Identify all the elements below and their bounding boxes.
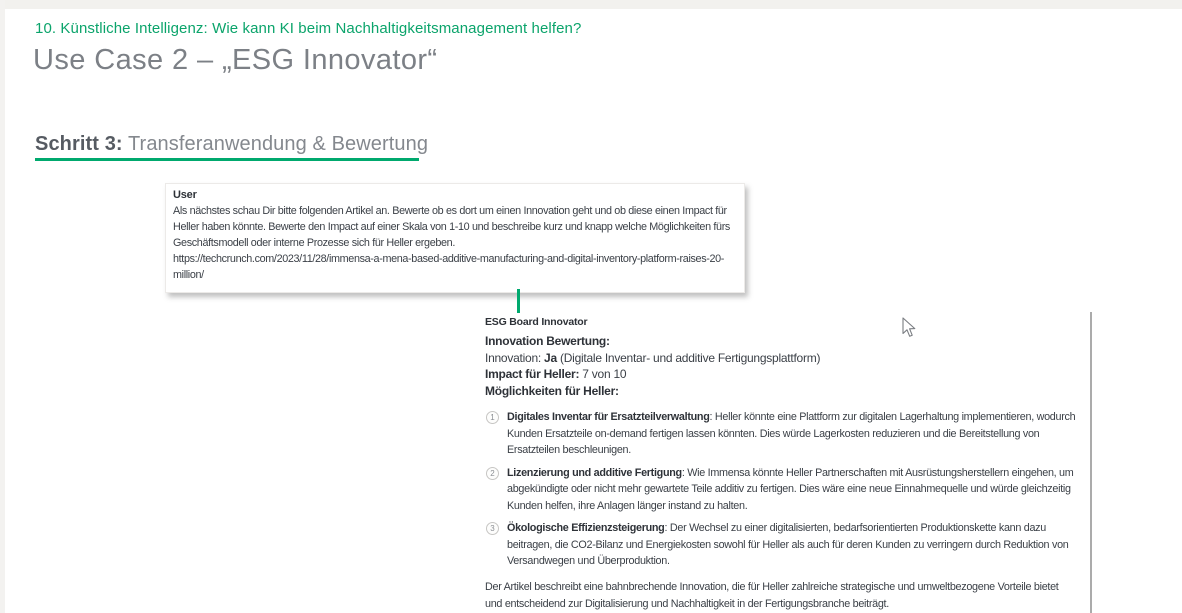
item-title: Digitales Inventar für Ersatzteilverwaltung [507, 411, 710, 423]
impact-label: Impact für Heller: [485, 367, 583, 381]
left-edge-strip [0, 0, 5, 613]
item-title: Lizenzierung und additive Fertigung [507, 466, 682, 479]
user-message-text [173, 203, 734, 283]
assistant-message [485, 316, 1077, 613]
possibilities-heading-text: Möglichkeiten für Heller: [485, 383, 619, 398]
user-author-label: User [173, 189, 197, 201]
connector-line [517, 289, 520, 313]
innovation-note: (Digitale Inventar- und additive Fertigungsplattform) [556, 350, 821, 365]
assistant-author-label: ESG Board Innovator [485, 316, 588, 328]
slide-title: Use Case 2 – „ESG Innovator“ [33, 44, 438, 76]
article-url: https://techcrunch.com/2023/11/28/immensa-a-mena-based-additive-manufacturing-and-digital-inventory-platform-raises-20-million/ [173, 253, 725, 281]
conclusion-text: Der Artikel beschreibt eine bahnbrechende Innovation, die für Heller zahlreiche strategische und umweltbezogene Vorteile bietet und entscheidend zur Digitalisierung und Nachhaltigkeit in der Fertigungsbranche beiträgt. [485, 580, 1059, 610]
item-body: : Heller könnte eine Plattform zur digitalen Lagerhaltung implementieren, wodurch Kunden Ersatzteile on-demand fertigen lassen könnten. Dies würde Lagerkosten reduzieren und die Bereitstellung von Ersatzteilen beschleunigen. [507, 411, 1076, 456]
impact-line [485, 366, 1077, 383]
item-text [507, 465, 1077, 515]
slide-kicker: 10. Künstliche Intelligenz: Wie kann KI beim Nachhaltigkeitsmanagement helfen? [35, 20, 582, 37]
item-number-badge: 1 [486, 411, 499, 424]
mouse-cursor-icon [901, 317, 916, 338]
item-body: : Der Wechsel zu einer digitalisierten, bedarfsorientierten Produktionskette kann dazu beitragen, die CO2-Bilanz und Energiekosten sowohl für Heller als auch für deren Kunden zu verringern durch Reduktion von Versandwegen und Überproduktion. [507, 522, 1069, 567]
numbered-list [485, 409, 1077, 570]
list-item [485, 465, 1077, 515]
innovation-line [485, 350, 1077, 367]
innovation-heading [485, 333, 1077, 350]
item-title: Ökologische Effizienzsteigerung [507, 522, 665, 534]
impact-value: 7 von 10 [582, 367, 627, 381]
possibilities-heading [485, 383, 1077, 400]
item-number-badge: 3 [486, 522, 499, 535]
innovation-heading-text: Innovation Bewertung: [485, 334, 610, 348]
item-text [507, 520, 1077, 570]
item-number-badge: 2 [486, 467, 499, 480]
step-underline [35, 158, 419, 161]
top-edge-strip [0, 0, 1182, 9]
innovation-value: Ja [544, 350, 557, 365]
list-item [485, 409, 1077, 459]
item-text [507, 409, 1077, 459]
user-prompt-text: Als nächstes schau Dir bitte folgenden Artikel an. Bewerte ob es dort um einen Innovation geht und ob diese einen Impact für Heller haben könnte. Bewerte den Impact auf einer Skala von 1-10 und beschreibe kurz und knapp welche Möglichkeiten fürs Geschäftsmodell oder interne Prozesse sich für Heller ergeben. [173, 205, 730, 249]
step-label: Schritt 3: [35, 133, 123, 155]
content-divider-line [1090, 312, 1092, 613]
user-message-card [165, 183, 745, 293]
step-title-text: Transferanwendung & Bewertung [122, 133, 429, 155]
step-heading [35, 133, 428, 156]
innovation-label: Innovation: [485, 350, 545, 365]
list-item [485, 520, 1077, 570]
item-body: : Wie Immensa könnte Heller Partnerschaften mit Ausrüstungsherstellern eingehen, um abgekündigte oder nicht mehr gewartete Teile additiv zu fertigen. Dies wäre eine neue Einnahmequelle und würde gleichzeitig Kunden helfen, ihre Anlagen länger instand zu halten. [507, 466, 1074, 512]
